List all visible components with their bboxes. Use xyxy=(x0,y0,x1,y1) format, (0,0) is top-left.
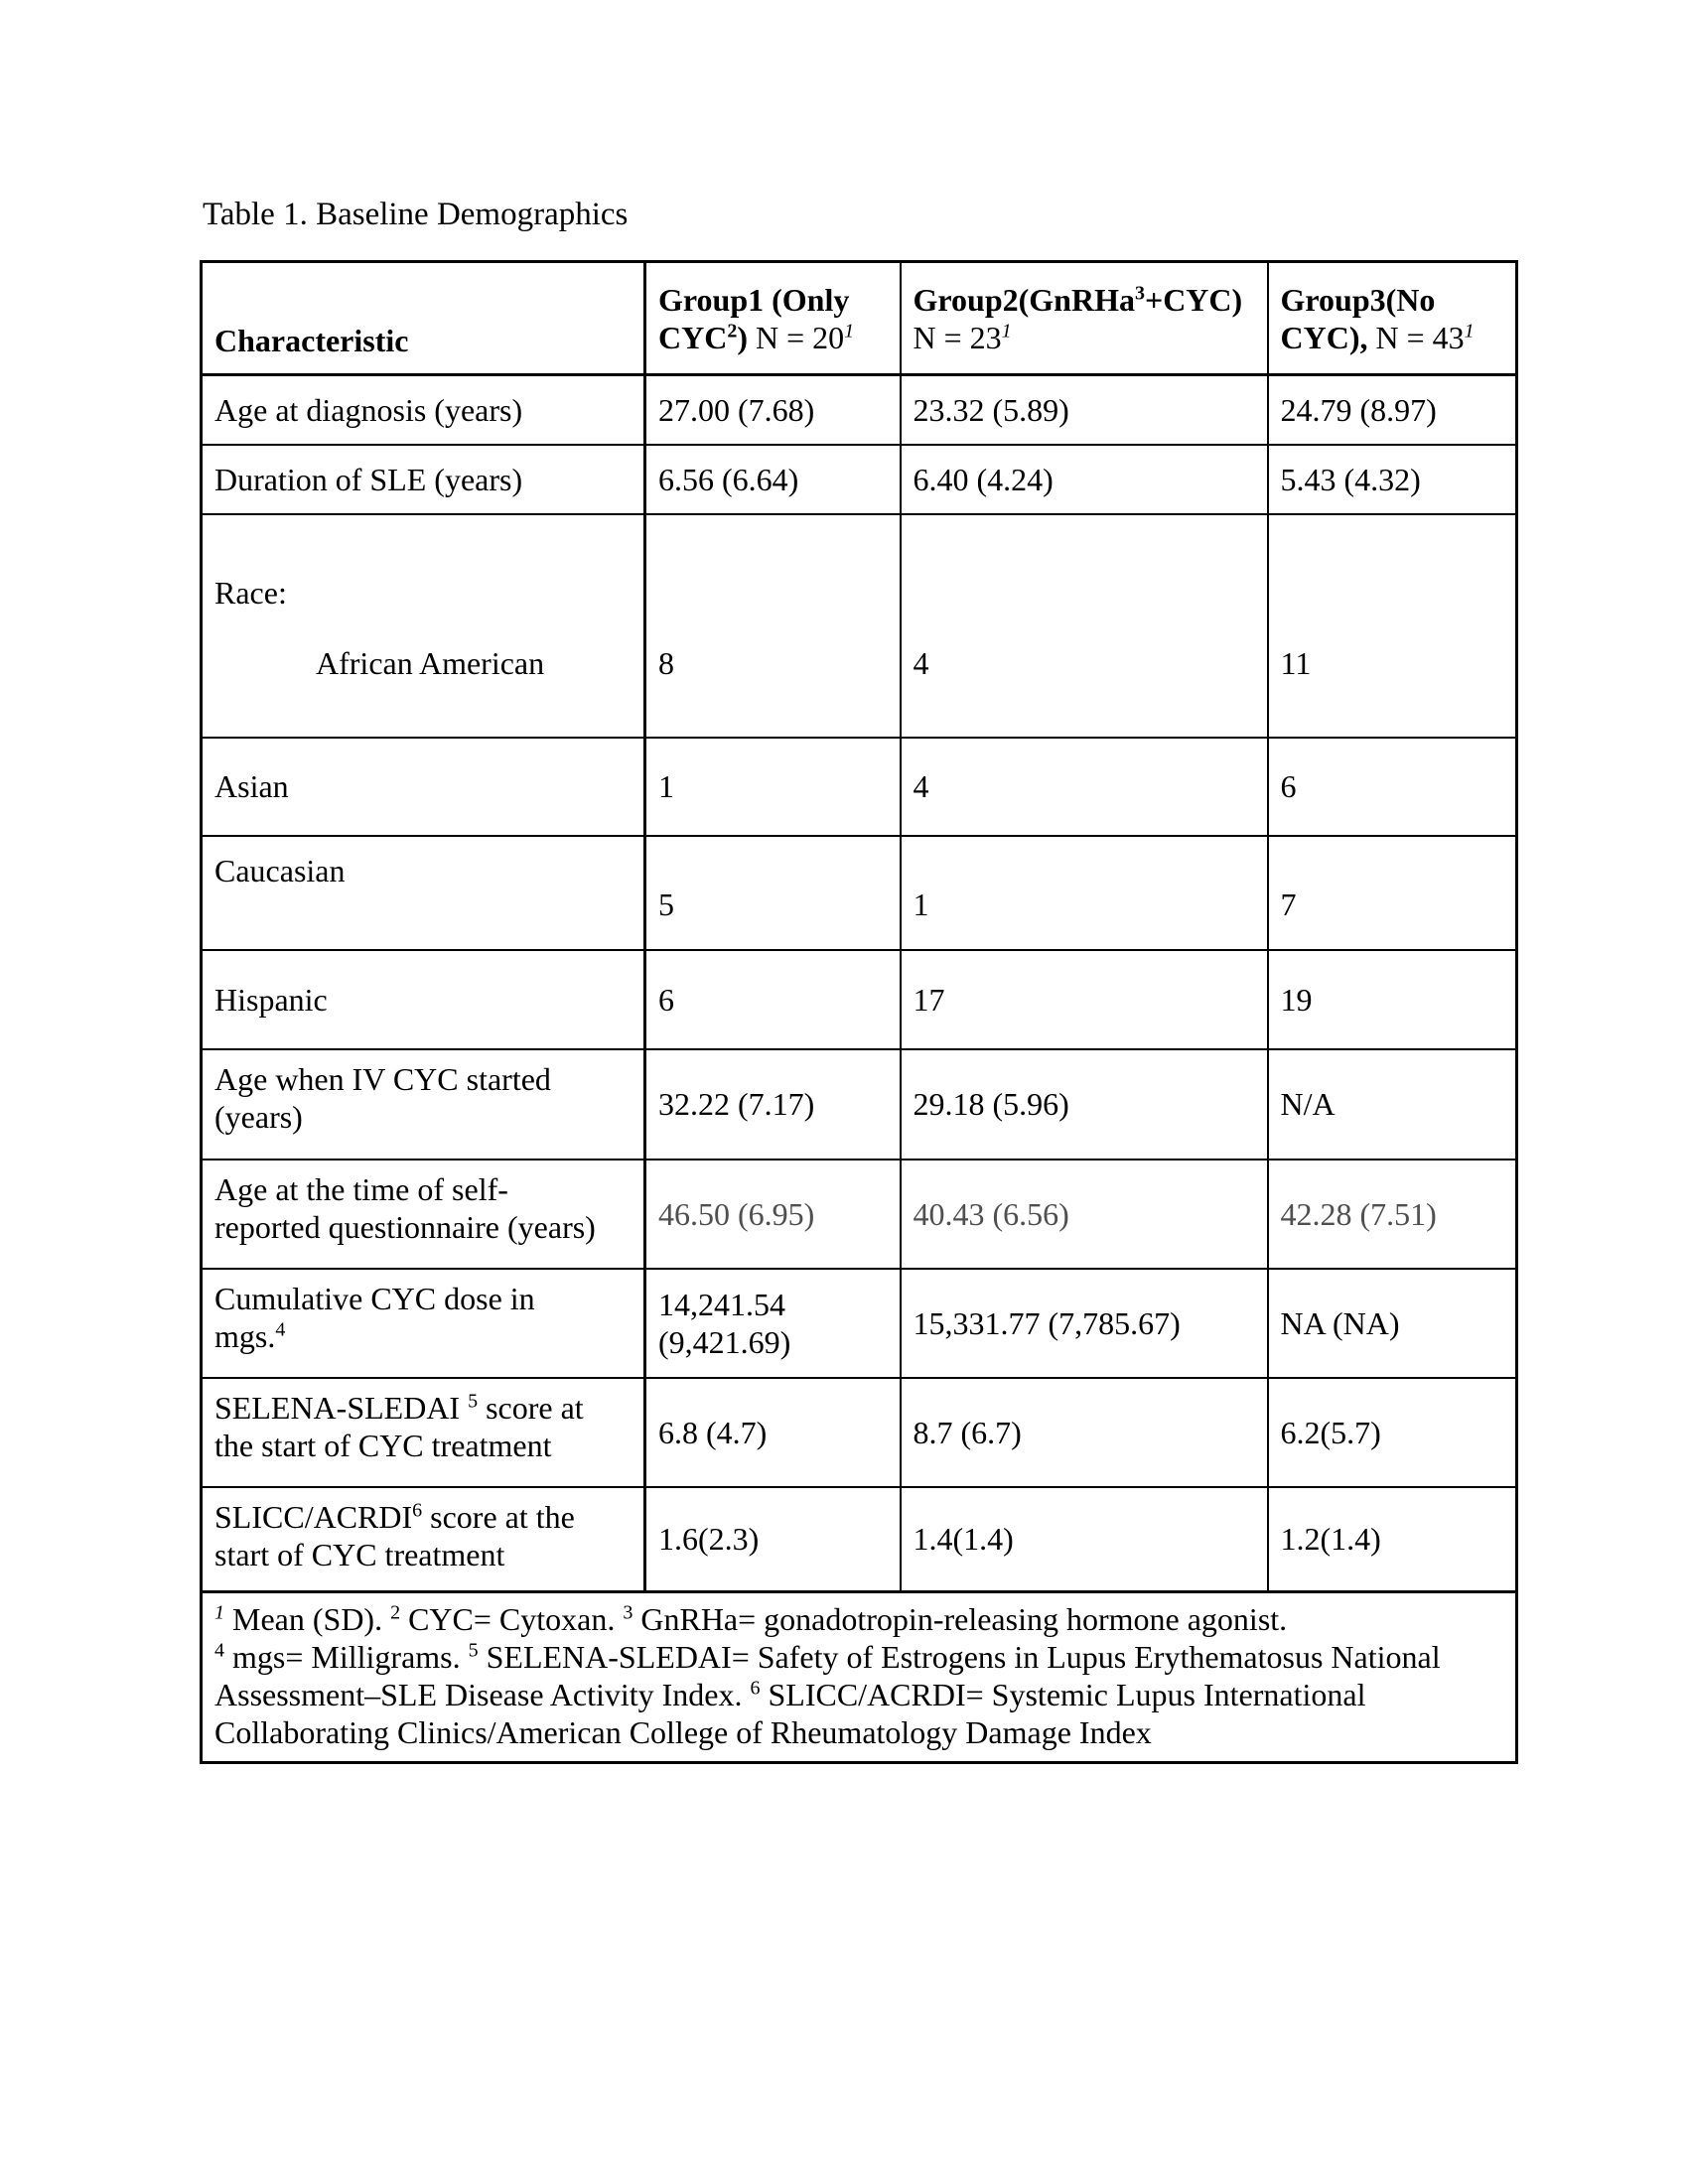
group1-header-line2 xyxy=(658,319,888,356)
header-cell-group2 xyxy=(901,262,1268,375)
label-cell xyxy=(202,1378,645,1487)
header-cell-group1 xyxy=(645,262,901,375)
label-line2-text: mgs. xyxy=(214,1317,276,1354)
group2-post-text: +CYC) xyxy=(1144,281,1243,318)
group2-n-superscript: 1 xyxy=(1001,319,1012,341)
race-sublabel-african-american: African American xyxy=(316,644,545,681)
group3-n-superscript: 1 xyxy=(1464,319,1475,341)
label-line2: (years) xyxy=(214,1098,303,1135)
value-cell-group1: 27.00 (7.68) xyxy=(645,375,901,445)
value-cell-group1: 32.22 (7.17) xyxy=(645,1049,901,1160)
row-race-african-american xyxy=(202,514,1517,738)
footnote-row xyxy=(202,1592,1517,1763)
value-cell-group3: 7 xyxy=(1268,836,1517,950)
footnote-line2 xyxy=(214,1638,1503,1676)
row-selena-sledai-score xyxy=(202,1378,1517,1487)
footnote-5-marker: 5 xyxy=(468,1639,479,1662)
value-cell-group1: 46.50 (6.95) xyxy=(645,1160,901,1269)
value-cell-group1: 6.56 (6.64) xyxy=(645,445,901,514)
label-line2: the start of CYC treatment xyxy=(214,1427,552,1463)
label-cell xyxy=(202,1487,645,1592)
group1-n-superscript: 1 xyxy=(844,319,855,341)
group3-header-line2 xyxy=(1281,319,1504,356)
group1-cyc-superscript: 2 xyxy=(727,319,738,341)
label-line1-post: score at xyxy=(478,1389,584,1426)
label-line1 xyxy=(214,1498,632,1536)
label-line1-pre: SLICC/ACRDI xyxy=(214,1498,413,1535)
row-age-when-iv-cyc-started xyxy=(202,1049,1517,1160)
label-cell xyxy=(202,1160,645,1269)
value-cell-group2: 23.32 (5.89) xyxy=(901,375,1268,445)
value-cell-group2: 4 xyxy=(901,514,1268,738)
footnote-5-text: SELENA-SLEDAI= Safety of Estrogens in Lupus Erythematosus National xyxy=(478,1639,1441,1675)
label-cell: Asian xyxy=(202,738,645,836)
value-cell-group3: 11 xyxy=(1268,514,1517,738)
value-cell-group3: 24.79 (8.97) xyxy=(1268,375,1517,445)
value-cell-group3: NA (NA) xyxy=(1268,1269,1517,1378)
mgs-superscript: 4 xyxy=(275,1317,286,1340)
value-cell-group1: 1 xyxy=(645,738,901,836)
value-cell-group2: 1 xyxy=(901,836,1268,950)
label-cell: Duration of SLE (years) xyxy=(202,445,645,514)
group3-header-line1: Group3(No xyxy=(1280,281,1436,318)
footnote-2-marker: 2 xyxy=(390,1601,401,1624)
group2-gnrha-superscript: 3 xyxy=(1134,281,1145,304)
footnote-4-marker: 4 xyxy=(214,1639,224,1662)
value-cell-group1: 1.6(2.3) xyxy=(645,1487,901,1592)
value-cell-group1: 6.8 (4.7) xyxy=(645,1378,901,1487)
value-cell-group2: 4 xyxy=(901,738,1268,836)
header-cell-characteristic xyxy=(202,262,645,375)
header-cell-group3 xyxy=(1268,262,1517,375)
footnote-4-text: mgs= Milligrams. xyxy=(224,1639,469,1675)
value-cell-group1: 5 xyxy=(645,836,901,950)
label-cell: Caucasian xyxy=(202,836,645,950)
label-line1-post: score at the xyxy=(422,1498,575,1535)
label-cell xyxy=(202,1049,645,1160)
footnote-cell xyxy=(202,1592,1517,1763)
group1-n-count: N = 20 xyxy=(747,319,845,355)
value-cell-group3: 5.43 (4.32) xyxy=(1268,445,1517,514)
slicc-acrdi-superscript: 6 xyxy=(412,1498,423,1521)
label-line1: Cumulative CYC dose in xyxy=(214,1280,535,1316)
value-cell-group3: N/A xyxy=(1268,1049,1517,1160)
value-cell-group3: 6.2(5.7) xyxy=(1268,1378,1517,1487)
label-cell: Age at diagnosis (years) xyxy=(202,375,645,445)
label-line1 xyxy=(214,1389,632,1427)
row-race-hispanic xyxy=(202,950,1517,1049)
value-cell-group2: 29.18 (5.96) xyxy=(901,1049,1268,1160)
row-race-asian xyxy=(202,738,1517,836)
value-cell-group3: 1.2(1.4) xyxy=(1268,1487,1517,1592)
page-title: Table 1. Baseline Demographics xyxy=(203,197,629,232)
value-cell-group1: 14,241.54 (9,421.69) xyxy=(645,1269,901,1378)
group3-n-count: N = 43 xyxy=(1367,319,1465,355)
label-cell xyxy=(202,1269,645,1378)
footnote-line3-text: Assessment–SLE Disease Activity Index. xyxy=(214,1677,751,1712)
row-slicc-acrdi-score xyxy=(202,1487,1517,1592)
group2-header-line1 xyxy=(914,281,1255,319)
table-header-row xyxy=(202,262,1517,375)
value-cell-group2: 6.40 (4.24) xyxy=(901,445,1268,514)
footnote-2-text: CYC= Cytoxan. xyxy=(400,1601,624,1637)
value-cell-group2: 40.43 (6.56) xyxy=(901,1160,1268,1269)
footnote-line1 xyxy=(214,1600,1503,1638)
group3-cyc-text: CYC), xyxy=(1280,319,1368,355)
baseline-demographics-table xyxy=(200,260,1518,1764)
value-cell-group2: 8.7 (6.7) xyxy=(901,1378,1268,1487)
label-line2: reported questionnaire (years) xyxy=(214,1208,596,1245)
footnote-line4: Collaborating Clinics/American College of Rheumatology Damage Index xyxy=(214,1714,1152,1750)
footnote-line3 xyxy=(214,1676,1503,1713)
group2-n-count: N = 23 xyxy=(913,319,1002,355)
value-cell-group3: 19 xyxy=(1268,950,1517,1049)
label-line2 xyxy=(214,1317,632,1355)
value-cell-group2: 1.4(1.4) xyxy=(901,1487,1268,1592)
value-cell-group3: 42.28 (7.51) xyxy=(1268,1160,1517,1269)
footnote-6-text: SLICC/ACRDI= Systemic Lupus International xyxy=(760,1677,1366,1712)
value-cell-group3: 6 xyxy=(1268,738,1517,836)
value-cell-group1: 8 xyxy=(645,514,901,738)
selena-sledai-superscript: 5 xyxy=(468,1389,479,1412)
footnote-3-text: GnRHa= gonadotropin-releasing hormone agonist. xyxy=(633,1601,1288,1637)
group1-cyc-text: CYC xyxy=(658,319,728,355)
row-age-at-diagnosis xyxy=(202,375,1517,445)
footnote-1-text: Mean (SD). xyxy=(224,1601,391,1637)
label-line2: start of CYC treatment xyxy=(214,1536,505,1572)
group2-header-line2 xyxy=(914,319,1255,356)
group1-header-line1: Group1 (Only xyxy=(658,281,850,318)
row-cumulative-cyc-dose xyxy=(202,1269,1517,1378)
footnote-3-marker: 3 xyxy=(623,1601,633,1624)
row-age-at-self-reported-questionnaire xyxy=(202,1160,1517,1269)
label-cell xyxy=(202,514,645,738)
label-line1: Age at the time of self- xyxy=(214,1170,508,1207)
row-race-caucasian xyxy=(202,836,1517,950)
group1-paren-text: ) xyxy=(737,319,748,355)
race-heading: Race: xyxy=(214,574,287,611)
group2-pre-text: Group2(GnRHa xyxy=(913,281,1135,318)
label-line1-pre: SELENA-SLEDAI xyxy=(214,1389,469,1426)
row-duration-of-sle xyxy=(202,445,1517,514)
footnote-6-marker: 6 xyxy=(750,1677,761,1700)
value-cell-group1: 6 xyxy=(645,950,901,1049)
header-characteristic-label: Characteristic xyxy=(214,323,409,358)
value-cell-group2: 15,331.77 (7,785.67) xyxy=(901,1269,1268,1378)
label-line1: Age when IV CYC started xyxy=(214,1060,551,1097)
label-cell: Hispanic xyxy=(202,950,645,1049)
value-cell-group2: 17 xyxy=(901,950,1268,1049)
footnote-1-marker: 1 xyxy=(214,1601,224,1624)
